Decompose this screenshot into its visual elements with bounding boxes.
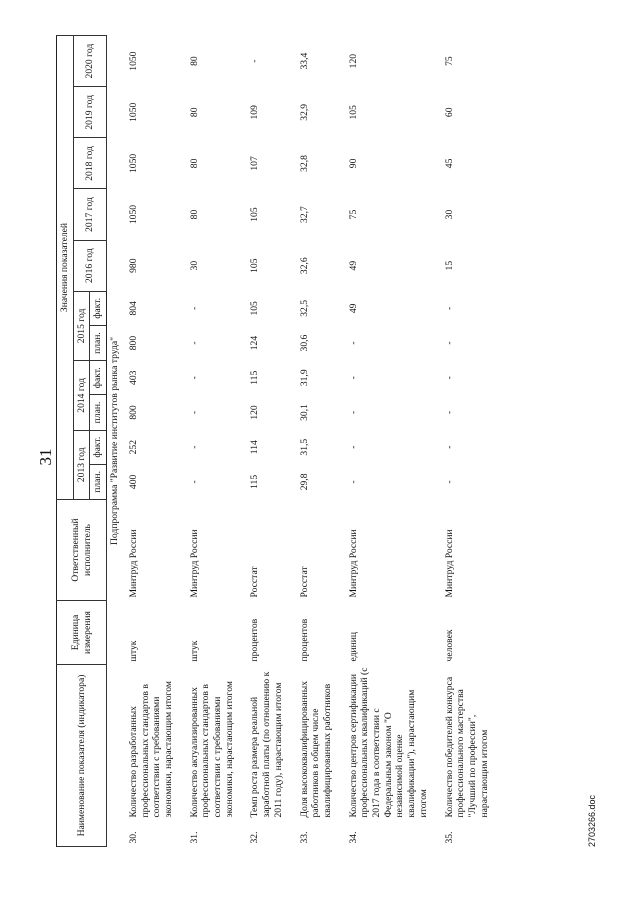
unit-cell: штук: [188, 640, 200, 662]
header-values-group: Значения показателей: [57, 36, 74, 500]
unit-cell: штук: [127, 640, 139, 662]
value-cell: -: [347, 480, 359, 484]
value-cell: 75: [443, 56, 455, 66]
header-year-2015: 2015 год: [73, 291, 90, 360]
header-year-2017: 2017 год: [73, 189, 106, 240]
header-year-2013: 2013 год: [73, 430, 90, 499]
unit-cell: процентов: [298, 618, 310, 662]
value-cell: 90: [347, 158, 359, 169]
responsible-cell: Росстат: [249, 566, 261, 598]
table-row: [123, 36, 184, 847]
value-cell: -: [188, 480, 200, 484]
value-cell: 49: [347, 260, 359, 271]
unit-cell: единиц: [347, 631, 359, 662]
table-row: [343, 36, 439, 847]
value-cell: 1050: [127, 153, 139, 174]
value-cell: -: [443, 480, 455, 484]
header-fact-2015: факт.: [90, 291, 107, 325]
value-cell: 15: [443, 260, 455, 271]
indicator-name: Количество победителей конкурса профессионального мастерства "Лучший по профессии", нарастающим итогом: [443, 676, 490, 818]
value-cell: 403: [127, 370, 139, 385]
document-filename: 2703266.doc: [587, 794, 597, 847]
indicators-table: [56, 35, 499, 847]
header-plan-2013: план.: [90, 464, 107, 499]
value-cell: 800: [127, 405, 139, 420]
value-cell: 32,9: [298, 103, 310, 121]
value-cell: 105: [249, 207, 261, 222]
value-cell: 105: [249, 258, 261, 273]
value-cell: 33,4: [298, 52, 310, 70]
value-cell: -: [443, 306, 455, 310]
value-cell: 31,5: [298, 438, 310, 456]
value-cell: 32,6: [298, 257, 310, 275]
value-cell: -: [347, 341, 359, 345]
unit-cell: человек: [443, 629, 455, 662]
value-cell: 32,5: [298, 299, 310, 317]
value-cell: 252: [127, 439, 139, 455]
value-cell: 49: [347, 303, 359, 314]
value-cell: -: [249, 59, 261, 63]
indicator-name: Количество центров сертификации профессиональных квалификаций (с 2017 года в соответствии с Федеральным законом "О независимой оценке квалификации"), нарастающим итогом: [347, 667, 429, 818]
value-cell: -: [188, 341, 200, 345]
value-cell: -: [443, 376, 455, 380]
value-cell: 400: [127, 474, 139, 490]
value-cell: 115: [249, 474, 261, 489]
indicator-name: Количество разработанных профессиональных стандартов в соответствии с требованиями экономики, нарастающим итогом: [127, 681, 174, 818]
value-cell: 31,9: [298, 369, 310, 387]
value-cell: 30: [443, 209, 455, 220]
value-cell: 120: [249, 405, 261, 420]
value-cell: 45: [443, 158, 455, 169]
row-number: 31.: [188, 831, 200, 844]
row-number: 35.: [443, 831, 455, 844]
table-row: [294, 36, 343, 847]
value-cell: 114: [249, 440, 261, 455]
value-cell: 32,8: [298, 155, 310, 172]
row-number: 32.: [249, 831, 261, 844]
header-plan-2014: план.: [90, 395, 107, 430]
value-cell: -: [347, 376, 359, 380]
table-row: [439, 36, 500, 847]
value-cell: 30,1: [298, 404, 310, 421]
value-cell: -: [443, 445, 455, 449]
value-cell: -: [443, 341, 455, 345]
value-cell: 115: [249, 370, 261, 385]
value-cell: 105: [347, 105, 359, 120]
value-cell: 80: [188, 209, 200, 220]
value-cell: 120: [347, 53, 359, 69]
value-cell: 80: [188, 56, 200, 66]
header-plan-2015: план.: [90, 325, 107, 360]
indicator-name: Количество актуализированных профессиональных стандартов в соответствии с требованиями экономики, нарастающим итогом: [188, 681, 235, 818]
header-year-2014: 2014 год: [73, 361, 90, 430]
value-cell: 75: [347, 209, 359, 220]
header-indicator-name: Наименование показателя (индикатора): [57, 665, 107, 847]
responsible-cell: Минтруд России: [127, 529, 139, 598]
value-cell: 1050: [127, 102, 139, 122]
header-year-2018: 2018 год: [73, 138, 106, 189]
value-cell: -: [188, 445, 200, 449]
value-cell: -: [347, 445, 359, 449]
value-cell: 60: [443, 107, 455, 118]
value-cell: 109: [249, 105, 261, 120]
row-number: 33.: [298, 831, 310, 844]
header-year-2016: 2016 год: [73, 240, 106, 291]
page-number: 31: [36, 448, 55, 466]
value-cell: -: [443, 410, 455, 415]
value-cell: 124: [249, 335, 261, 351]
responsible-cell: Росстат: [298, 566, 310, 598]
rotated-page: [32, 27, 616, 887]
value-cell: 105: [249, 301, 261, 316]
header-fact-2014: факт.: [90, 361, 107, 395]
value-cell: 80: [188, 158, 200, 169]
header-unit: Единица измерения: [57, 601, 107, 665]
value-cell: 980: [127, 258, 139, 273]
value-cell: -: [188, 376, 200, 380]
row-number: 30.: [127, 831, 139, 844]
value-cell: 29,8: [298, 473, 310, 491]
value-cell: 804: [127, 301, 139, 316]
responsible-cell: Минтруд России: [188, 529, 200, 598]
row-number: 34.: [347, 831, 359, 844]
value-cell: 107: [249, 156, 261, 171]
header-fact-2013: факт.: [90, 430, 107, 464]
header-responsible: Ответственный исполнитель: [57, 500, 107, 601]
table-row: [244, 36, 293, 847]
value-cell: 30: [188, 260, 200, 271]
responsible-cell: Минтруд России: [347, 529, 359, 598]
indicator-name: Доля высококвалифицированных работников в общем числе квалифицированных работников: [298, 680, 333, 818]
value-cell: -: [347, 410, 359, 415]
value-cell: 1050: [127, 204, 139, 225]
value-cell: 30,6: [298, 334, 310, 352]
subprogram-title: Подпрограмма "Развитие институтов рынка труда": [109, 337, 121, 546]
value-cell: -: [188, 410, 200, 415]
value-cell: -: [188, 306, 200, 310]
value-cell: 800: [127, 335, 139, 351]
indicator-name: Темп роста размера реальной заработной платы (по отношению к 2011 году), нарастающим итогом: [249, 671, 284, 818]
value-cell: 32,7: [298, 206, 310, 223]
value-cell: 80: [188, 107, 200, 118]
responsible-cell: Минтруд России: [443, 529, 455, 598]
table-row: [184, 36, 245, 847]
unit-cell: процентов: [249, 618, 261, 662]
header-year-2019: 2019 год: [73, 87, 106, 138]
value-cell: 1050: [127, 51, 139, 71]
header-year-2020: 2020 год: [73, 36, 106, 87]
